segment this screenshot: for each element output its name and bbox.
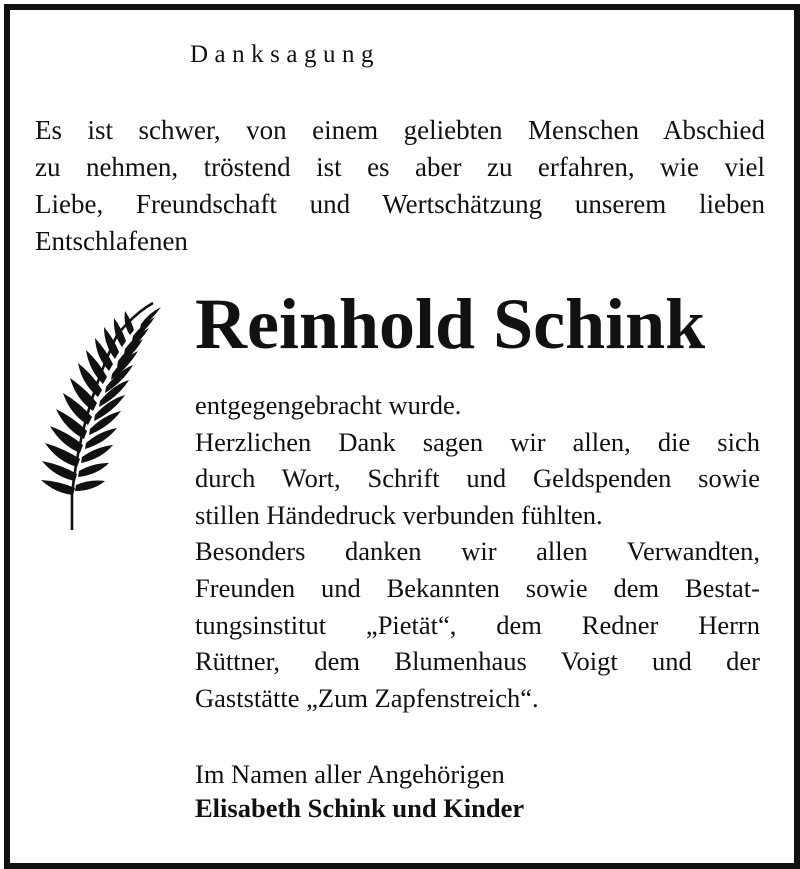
body-line: Freunden und Bekannten sowie dem Bestat- [195,572,760,603]
signature-block [195,757,524,825]
body-line: stillen Händedruck verbunden fühlten. [195,499,603,530]
signatories: Elisabeth Schink und Kinder [195,793,525,823]
body-line: Rüttner, dem Blumenhaus Voigt und der [195,646,760,677]
intro-line: Entschlafenen [35,226,188,256]
body-line: Herzlichen Dank sagen wir allen, die sich [195,426,760,457]
notice-heading: Danksagung [190,41,380,68]
closing-line: Im Namen aller Angehörigen [195,759,505,789]
body-line: Besonders danken wir allen Verwandten, [195,536,760,567]
body-line: tungsinstitut „Pietät“, dem Redner Herrn [195,609,760,640]
body-paragraph [195,387,760,716]
intro-line: Es ist schwer, von einem geliebten Menschen Abschied [35,115,765,145]
body-line: durch Wort, Schrift und Geldspenden sowie [195,463,760,494]
intro-paragraph [35,112,765,260]
palm-frond-icon [35,295,165,535]
intro-line: Liebe, Freundschaft und Wertschätzung unserem lieben [35,189,765,219]
deceased-name: Reinhold Schink [195,284,706,364]
body-line: Gaststätte „Zum Zapfenstreich“. [195,682,539,713]
body-line: entgegengebracht wurde. [195,390,462,420]
intro-line: zu nehmen, tröstend ist es aber zu erfahren, wie viel [35,152,765,182]
